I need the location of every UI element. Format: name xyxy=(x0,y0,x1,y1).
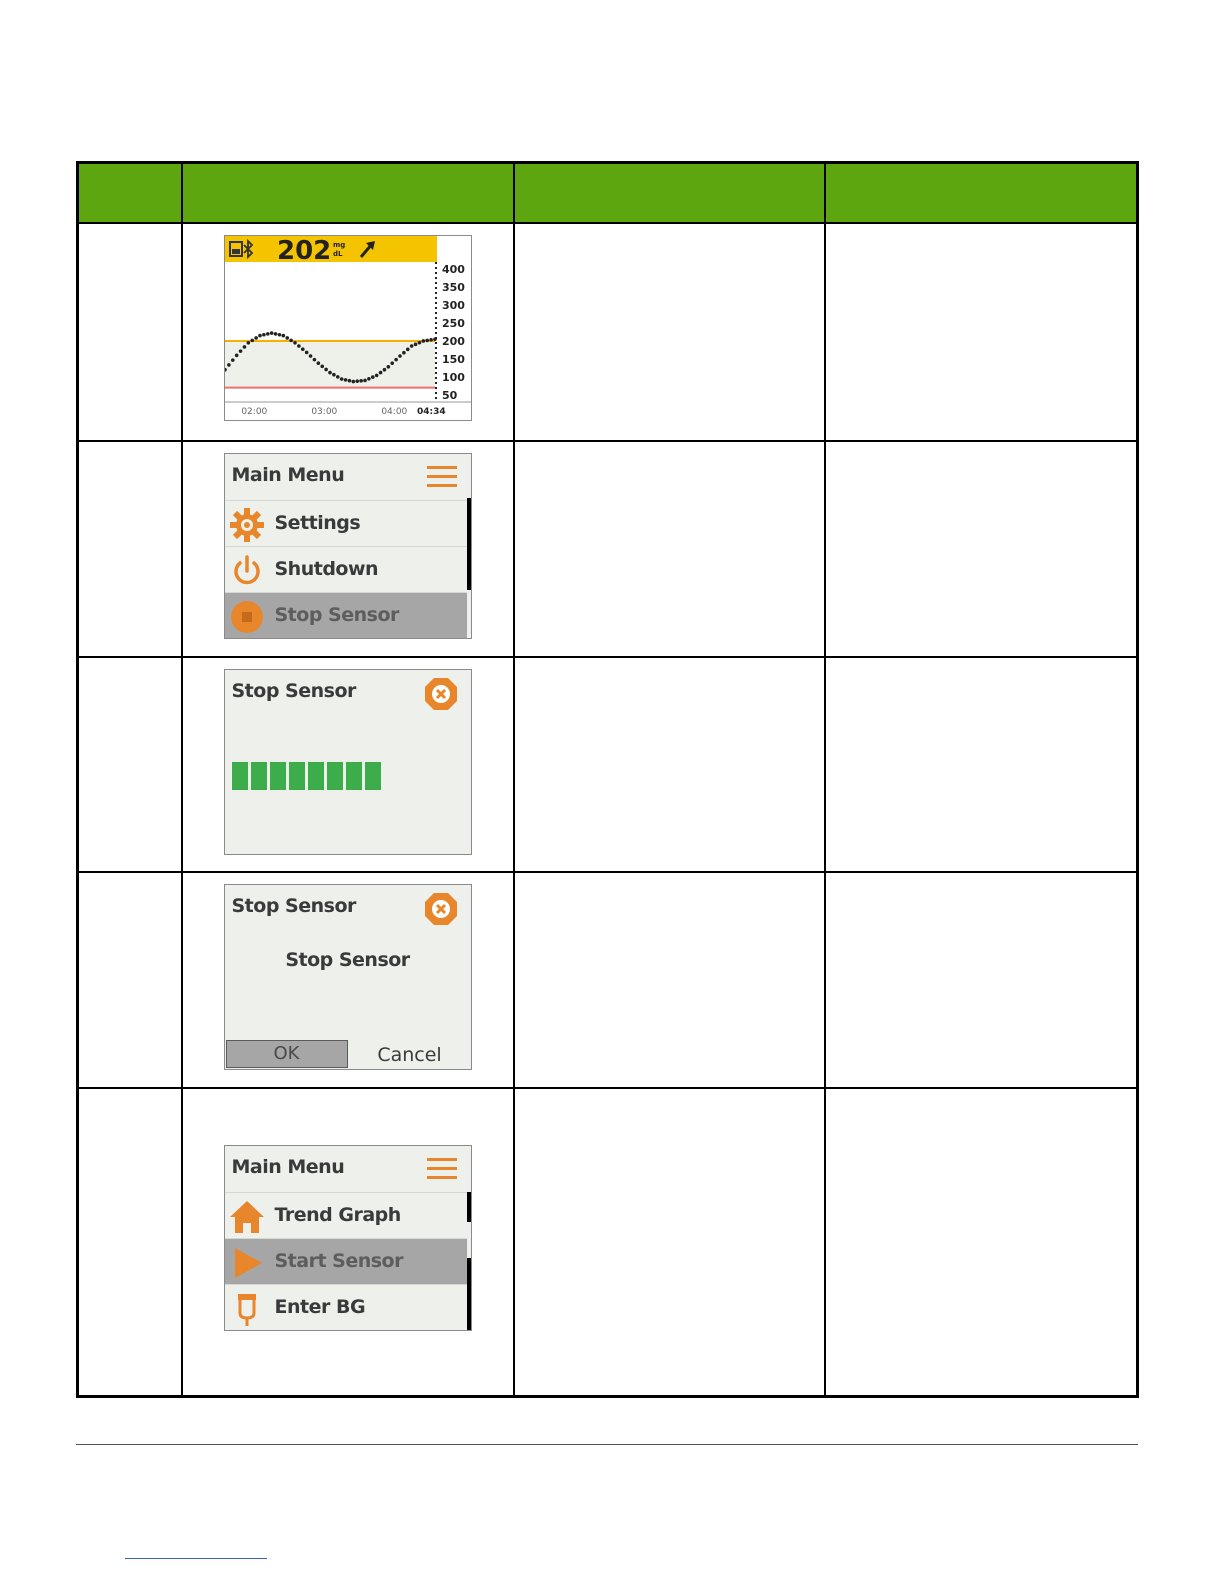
menu-item-settings[interactable] xyxy=(225,500,467,547)
glucose-data-point xyxy=(258,334,262,338)
progress-segment xyxy=(308,762,324,790)
glucose-trace-dot xyxy=(405,348,409,352)
glucose-trace-dot xyxy=(324,368,328,372)
header-cell-step xyxy=(78,163,182,224)
glucose-trace-dot xyxy=(355,379,359,383)
action-cell xyxy=(514,657,825,872)
menu-item-shutdown[interactable] xyxy=(225,546,467,593)
hamburger-menu-icon[interactable] xyxy=(427,1152,457,1182)
glucose-trace-dot xyxy=(378,371,382,375)
stop-sensor-confirm-screen xyxy=(224,884,472,1070)
header-cell-action xyxy=(514,163,825,224)
y-tick-label: 100 xyxy=(441,370,465,384)
glucose-data-point xyxy=(386,365,390,369)
play-icon xyxy=(229,1245,265,1281)
glucose-trace-dot xyxy=(359,379,363,383)
x-tick-label: 02:00 xyxy=(240,407,267,417)
menu-item-label: Trend Graph xyxy=(274,1204,401,1226)
screen-cell xyxy=(182,1088,514,1397)
notes-cell xyxy=(825,657,1138,872)
step-cell xyxy=(78,1088,182,1397)
glucose-trace-dot xyxy=(382,368,386,372)
table-row xyxy=(78,441,1138,657)
glucose-trace-dot xyxy=(262,333,266,337)
glucose-unit-bottom: dL xyxy=(332,250,342,258)
screen-title: Main Menu xyxy=(231,464,345,486)
glucose-data-point xyxy=(374,374,378,378)
screen-title: Stop Sensor xyxy=(231,680,356,702)
menu-item-label: Shutdown xyxy=(274,558,379,580)
action-cell xyxy=(514,1088,825,1397)
glucose-trace-dot xyxy=(297,344,301,348)
glucose-trace-dot xyxy=(254,336,258,340)
glucose-trace-dot xyxy=(394,358,398,362)
dialog-message: Stop Sensor xyxy=(285,949,410,971)
progress-segment xyxy=(232,762,248,790)
glucose-unit-top: mg xyxy=(332,241,345,249)
y-tick-label: 50 xyxy=(441,388,457,402)
menu-item-trend-graph[interactable] xyxy=(225,1192,467,1239)
progress-segment xyxy=(346,762,362,790)
y-tick-label: 150 xyxy=(441,352,465,366)
glucose-trace-dot xyxy=(300,347,304,351)
footer-rule xyxy=(76,1444,1138,1445)
glucose-trace-dot xyxy=(285,336,289,340)
menu-item-label: Settings xyxy=(274,512,361,534)
main-menu-screen xyxy=(224,1145,472,1331)
glucose-value: 202 xyxy=(276,236,331,266)
menu-item-start-sensor[interactable] xyxy=(225,1238,467,1285)
scrollbar-thumb-top[interactable] xyxy=(467,1192,471,1222)
glucose-trace-dot xyxy=(308,354,312,358)
x-tick-label: 04:00 xyxy=(380,407,407,417)
power-icon xyxy=(229,553,265,589)
notes-cell xyxy=(825,223,1138,441)
table-row xyxy=(78,223,1138,441)
notes-cell xyxy=(825,872,1138,1088)
glucose-trace-dot xyxy=(227,363,231,367)
glucose-data-point xyxy=(398,354,402,358)
glucose-data-point xyxy=(339,377,343,381)
main-menu-screen xyxy=(224,453,472,639)
hamburger-menu-icon[interactable] xyxy=(427,460,457,490)
progress-segment xyxy=(327,762,343,790)
cancel-button[interactable]: Cancel xyxy=(377,1044,442,1066)
action-cell xyxy=(514,223,825,441)
y-tick-label: 300 xyxy=(441,299,465,313)
menu-item-enter-bg[interactable] xyxy=(225,1284,467,1331)
screen-title: Main Menu xyxy=(231,1156,345,1178)
glucose-trace-dot xyxy=(367,377,371,381)
menu-item-label: Start Sensor xyxy=(274,1250,403,1272)
glucose-trace-dot xyxy=(413,343,417,347)
menu-item-label: Enter BG xyxy=(274,1296,366,1318)
header-cell-screen xyxy=(182,163,514,224)
glucose-trace-dot xyxy=(347,379,351,383)
progress-segment xyxy=(251,762,267,790)
notes-cell xyxy=(825,1088,1138,1397)
action-cell xyxy=(514,872,825,1088)
glucose-trace-dot xyxy=(238,349,242,353)
x-tick-label: 03:00 xyxy=(310,407,337,417)
glucose-data-point xyxy=(363,379,367,383)
glucose-data-point xyxy=(433,337,437,341)
glucose-trace-dot xyxy=(289,339,293,343)
glucose-trace-dot xyxy=(343,378,347,382)
target-range-band xyxy=(225,341,435,388)
glucose-trace-dot xyxy=(312,358,316,362)
fingerstick-icon xyxy=(229,1291,265,1327)
y-tick-label: 400 xyxy=(441,263,465,277)
glucose-trace-dot xyxy=(250,339,254,343)
menu-item-stop-sensor[interactable] xyxy=(225,592,467,639)
glucose-data-point xyxy=(421,339,425,343)
step-cell xyxy=(78,872,182,1088)
step-cell xyxy=(78,657,182,872)
table-row xyxy=(78,657,1138,872)
glucose-data-point xyxy=(293,341,297,345)
close-icon[interactable] xyxy=(423,891,459,927)
scrollbar[interactable] xyxy=(467,1258,471,1330)
glucose-trace-dot xyxy=(429,338,433,342)
glucose-trace-dot xyxy=(242,345,246,349)
y-tick-label: 250 xyxy=(441,317,465,331)
glucose-trace-dot xyxy=(230,358,234,362)
progress-segment xyxy=(365,762,381,790)
footer-link-underline[interactable] xyxy=(125,1558,267,1559)
ok-button[interactable]: OK xyxy=(226,1040,348,1068)
glucose-data-point xyxy=(281,334,285,338)
glucose-data-point xyxy=(269,331,273,335)
glucose-trace-dot xyxy=(320,365,324,369)
notes-cell xyxy=(825,441,1138,657)
progress-bar xyxy=(232,762,381,790)
step-cell xyxy=(78,441,182,657)
y-tick-label: 350 xyxy=(441,281,465,295)
step-cell xyxy=(78,223,182,441)
table-header-row xyxy=(78,163,1138,224)
glucose-data-point xyxy=(316,361,320,365)
progress-segment xyxy=(289,762,305,790)
screen-cell xyxy=(182,441,514,657)
stop-icon xyxy=(229,599,265,635)
glucose-data-point xyxy=(328,371,332,375)
glucose-trace-dot xyxy=(370,375,374,379)
glucose-data-point xyxy=(351,380,355,384)
glucose-trace-dot xyxy=(390,361,394,365)
glucose-trace-dot xyxy=(417,341,421,345)
action-cell xyxy=(514,441,825,657)
header-cell-notes xyxy=(825,163,1138,224)
glucose-trace-dot xyxy=(277,333,281,337)
procedure-table xyxy=(76,161,1139,1398)
trend-graph xyxy=(225,236,471,420)
glucose-trace-dot xyxy=(265,332,269,336)
screen-cell xyxy=(182,657,514,872)
y-tick-label: 200 xyxy=(441,334,465,348)
screen-cell xyxy=(182,223,514,441)
glucose-data-point xyxy=(409,344,413,348)
home-icon xyxy=(229,1199,265,1235)
glucose-trace-dot xyxy=(402,351,406,355)
menu-item-label: Stop Sensor xyxy=(274,604,399,626)
glucose-trace-dot xyxy=(425,339,429,343)
table-row xyxy=(78,1088,1138,1397)
glucose-trace-dot xyxy=(335,375,339,379)
glucose-trace-dot xyxy=(332,373,336,377)
screen-cell xyxy=(182,872,514,1088)
glucose-data-point xyxy=(246,341,250,345)
close-icon[interactable] xyxy=(423,676,459,712)
glucose-data-point xyxy=(304,351,308,355)
trend-graph-screen xyxy=(224,235,472,421)
glucose-data-point xyxy=(234,354,238,358)
x-tick-label: 04:34 xyxy=(416,407,446,417)
table-row xyxy=(78,872,1138,1088)
gear-icon xyxy=(229,507,265,543)
stop-sensor-progress-screen xyxy=(224,669,472,855)
screen-title: Stop Sensor xyxy=(231,895,356,917)
progress-segment xyxy=(270,762,286,790)
glucose-trace-dot xyxy=(273,332,277,336)
scrollbar[interactable] xyxy=(467,498,471,590)
